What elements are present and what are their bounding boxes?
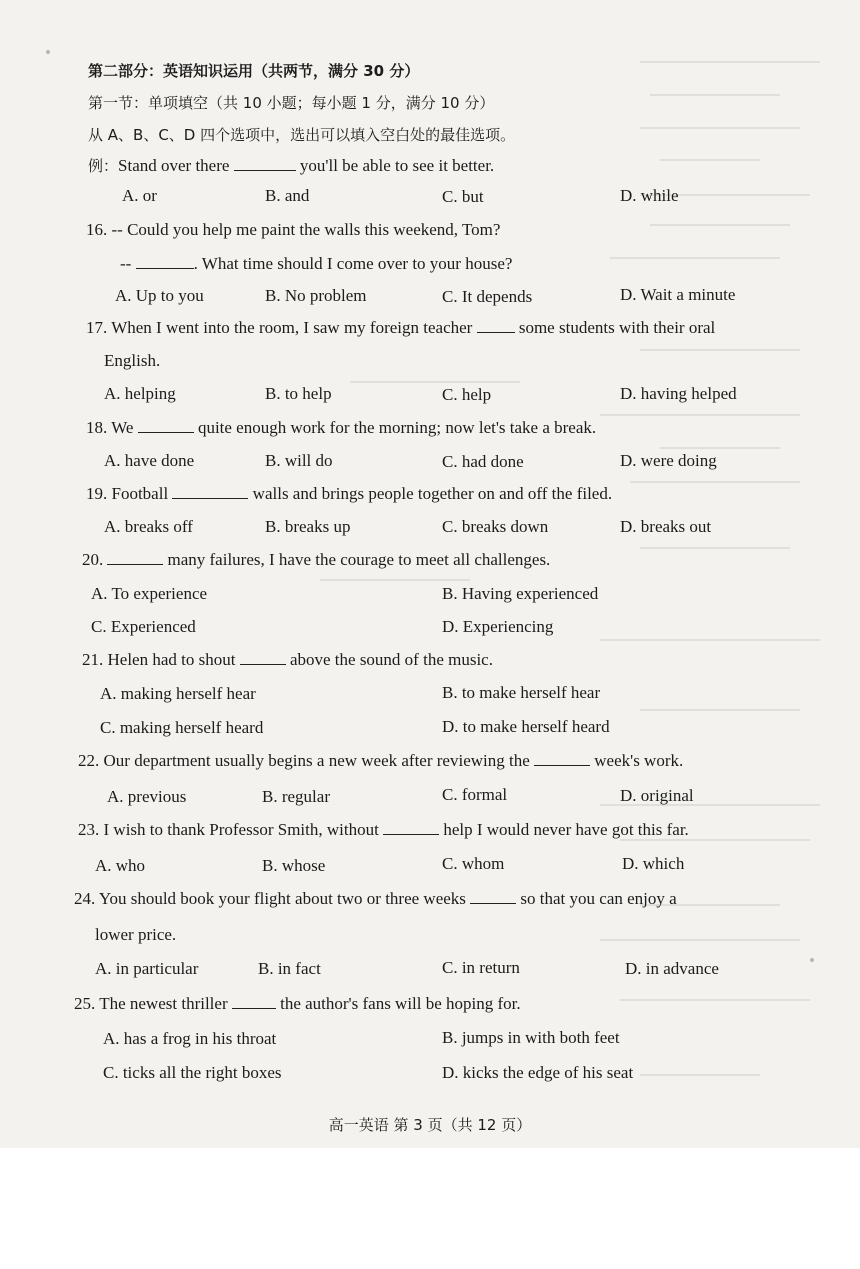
question-number: 17. [86, 318, 108, 337]
option-a: A. in particular [95, 959, 199, 978]
example-label: 例： [88, 157, 119, 175]
option-b: B. breaks up [265, 517, 351, 536]
question-text-before: Football [111, 484, 169, 503]
question-text-cont: lower price. [95, 925, 177, 944]
option-a: A. who [95, 856, 146, 875]
example-option-c: C. but [442, 187, 484, 206]
option-a: A. making herself hear [100, 684, 256, 703]
option-b: B. to make herself hear [442, 683, 601, 702]
answer-blank [477, 318, 515, 333]
option-c: C. Experienced [91, 617, 196, 636]
question-number: 23. [78, 820, 100, 839]
answer-blank [383, 820, 439, 835]
option-c: C. help [442, 385, 492, 404]
option-b: B. to help [265, 384, 332, 403]
question-24 [74, 889, 677, 909]
option-d: D. original [620, 786, 694, 805]
question-16-reply [120, 254, 512, 274]
question-text-before: You should book your flight about two or three weeks [98, 889, 466, 908]
question-text-after: so that you can enjoy a [520, 889, 677, 908]
question-text-after: the author's fans will be hoping for. [280, 994, 521, 1013]
option-d: D. were doing [620, 451, 717, 470]
option-b: B. in fact [258, 959, 321, 978]
question-text-after: some students with their oral [518, 318, 716, 337]
option-b: B. Having experienced [442, 584, 599, 603]
dash: -- [120, 254, 132, 273]
question-number: 20. [82, 550, 104, 569]
answer-blank [232, 994, 276, 1009]
option-d: D. kicks the edge of his seat [442, 1063, 634, 1082]
answer-blank [534, 751, 590, 766]
question-text-before: Helen had to shout [107, 650, 236, 669]
question-21 [82, 650, 493, 670]
question-number: 16. [86, 220, 108, 239]
option-c: C. in return [442, 958, 520, 977]
option-b: B. whose [262, 856, 326, 875]
question-19 [86, 484, 612, 504]
option-c: C. had done [442, 452, 524, 471]
option-c: C. It depends [442, 287, 533, 306]
option-b: B. will do [265, 451, 333, 470]
question-number: 21. [82, 650, 104, 669]
question-text-cont: English. [104, 351, 161, 370]
option-b: B. No problem [265, 286, 367, 305]
question-number: 18. [86, 418, 108, 437]
answer-blank [234, 156, 296, 171]
question-text-after: quite enough work for the morning; now let's take a break. [197, 418, 597, 437]
section-title: 第一节：单项填空（共 10 小题；每小题 1 分，满分 10 分） [88, 94, 495, 112]
question-16 [86, 220, 500, 240]
option-a: A. have done [104, 451, 195, 470]
option-a: A. has a frog in his throat [103, 1029, 277, 1048]
answer-blank [172, 484, 248, 499]
question-17 [86, 318, 715, 338]
answer-blank [240, 650, 286, 665]
example-option-d: D. while [620, 186, 679, 205]
option-a: A. previous [107, 787, 187, 806]
example-stem [88, 155, 494, 176]
option-b: B. jumps in with both feet [442, 1028, 620, 1047]
option-c: C. making herself heard [100, 718, 264, 737]
question-text-before: We [111, 418, 134, 437]
option-d: D. Wait a minute [620, 285, 736, 304]
question-number: 22. [78, 751, 100, 770]
question-text-after: walls and brings people together on and off the filed. [252, 484, 613, 503]
option-d: D. which [622, 854, 685, 873]
question-number: 24. [74, 889, 96, 908]
page-footer: 高一英语 第 3 页（共 12 页） [328, 1116, 532, 1134]
question-text-before: When I went into the room, I saw my foreign teacher [111, 318, 473, 337]
option-c: C. whom [442, 854, 505, 873]
option-a: A. helping [104, 384, 176, 403]
answer-blank [138, 418, 194, 433]
answer-blank [470, 889, 516, 904]
option-d: D. to make herself heard [442, 717, 610, 736]
option-d: D. having helped [620, 384, 737, 403]
option-a: A. breaks off [104, 517, 193, 536]
option-a: A. To experience [91, 584, 208, 603]
option-c: C. ticks all the right boxes [103, 1063, 282, 1082]
option-c: C. formal [442, 785, 508, 804]
question-18 [86, 418, 596, 438]
question-text-after: week's work. [594, 751, 684, 770]
option-d: D. in advance [625, 959, 719, 978]
answer-blank [107, 550, 163, 565]
question-text-before: I wish to thank Professor Smith, without [103, 820, 379, 839]
question-text-before: The newest thriller [99, 994, 228, 1013]
instruction: 从 A、B、C、D 四个选项中，选出可以填入空白处的最佳选项。 [88, 126, 516, 144]
answer-blank [136, 254, 194, 269]
question-text: . What time should I come over to your house? [193, 254, 513, 273]
question-22 [78, 751, 683, 771]
example-before: Stand over there [118, 156, 230, 175]
example-option-b: B. and [265, 186, 310, 205]
question-number: 25. [74, 994, 96, 1013]
option-b: B. regular [262, 787, 330, 806]
part-title: 第二部分：英语知识运用（共两节，满分 30 分） [88, 62, 420, 80]
option-d: D. Experiencing [442, 617, 554, 636]
question-text: -- Could you help me paint the walls this weekend, Tom? [111, 220, 501, 239]
question-text-before: Our department usually begins a new week after reviewing the [103, 751, 530, 770]
question-25 [74, 994, 521, 1014]
option-d: D. breaks out [620, 517, 712, 536]
question-text-after: help I would never have got this far. [443, 820, 689, 839]
option-c: C. breaks down [442, 517, 549, 536]
example-option-a: A. or [122, 186, 157, 205]
question-20 [82, 550, 550, 570]
question-23 [78, 820, 689, 840]
question-text-after: many failures, I have the courage to meet all challenges. [167, 550, 551, 569]
question-number: 19. [86, 484, 108, 503]
question-text-after: above the sound of the music. [289, 650, 493, 669]
example-after: you'll be able to see it better. [299, 156, 495, 175]
option-a: A. Up to you [115, 286, 204, 305]
